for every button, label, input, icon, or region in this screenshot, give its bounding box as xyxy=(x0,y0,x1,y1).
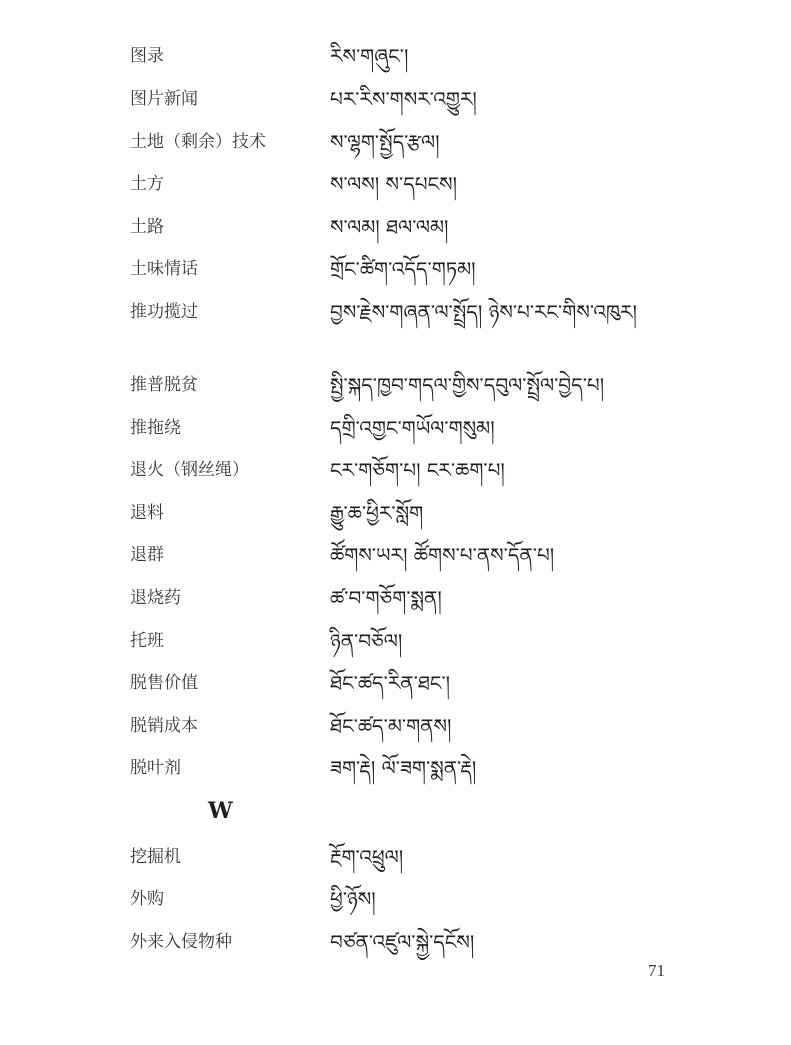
tibetan-term: བྱས་རྗེས་གཞན་ལ་སྤྲོད། ཉེས་པ་རང་གིས་འཁུར། xyxy=(330,300,637,324)
tibetan-term: ངར་གཅོག་པ། ངར་ཆག་པ། xyxy=(330,458,505,482)
tibetan-term: ཐོང་ཚད་མ་གནས། xyxy=(330,714,452,738)
tibetan-term: ཕྱི་ཉོས། xyxy=(330,887,376,911)
chinese-term: 图录 xyxy=(130,46,164,66)
tibetan-term: ཚ་བ་གཅོག་སྨན། xyxy=(330,586,442,610)
tibetan-term: རྒྱུ་ཆ་ཕྱིར་སློག xyxy=(330,501,424,525)
chinese-term: 土路 xyxy=(130,217,164,237)
tibetan-term: ས་ལྷག་སྤྱོད་རྩལ། xyxy=(330,130,440,154)
chinese-term: 退火（钢丝绳） xyxy=(130,460,249,480)
chinese-term: 图片新闻 xyxy=(130,89,198,109)
chinese-term: 退群 xyxy=(130,545,164,565)
chinese-term: 挖掘机 xyxy=(130,847,181,867)
tibetan-term: ས་ལས། ས་དཔངས། xyxy=(330,172,458,196)
tibetan-term: ཉིན་བཅོལ། xyxy=(330,629,403,653)
chinese-term: 退烧药 xyxy=(130,588,181,608)
tibetan-term: སྤྱི་སྐད་ཁྱབ་གདལ་གྱིས་དབུལ་སྤྲོལ་བྱེད་པ། xyxy=(330,373,605,397)
chinese-term: 推普脱贫 xyxy=(130,375,198,395)
chinese-term: 推拖绕 xyxy=(130,418,181,438)
chinese-term: 外购 xyxy=(130,889,164,909)
tibetan-term: རིས་གཞུང་། xyxy=(330,44,409,68)
tibetan-term: ཟག་རྡེ། ལོ་ཟག་སྨན་རྡེ། xyxy=(330,756,477,780)
tibetan-term: དགྲི་འགྱང་གཡོལ་གསུམ། xyxy=(330,416,495,440)
tibetan-term: རྔོག་འཕྲུལ། xyxy=(330,845,404,869)
chinese-term: 脱售价值 xyxy=(130,673,198,693)
chinese-term: 土方 xyxy=(130,174,164,194)
chinese-term: 土地（剩余）技术 xyxy=(130,132,266,152)
chinese-term: 托班 xyxy=(130,631,164,651)
tibetan-term: པར་རིས་གསར་འགྱུར། xyxy=(330,87,477,111)
tibetan-term: ཚོགས་ཡར། ཚོགས་པ་ནས་དོན་པ། xyxy=(330,543,555,567)
tibetan-term: བཙན་འཛུལ་སྐྱེ་དངོས། xyxy=(330,930,475,954)
chinese-term: 土味情话 xyxy=(130,259,198,279)
page-number: 71 xyxy=(648,961,665,980)
tibetan-term: ས་ལམ། ཐལ་ལམ། xyxy=(330,215,449,239)
chinese-term: 外来入侵物种 xyxy=(130,932,232,952)
tibetan-term: གྲོང་ཚིག་འདོད་གཏམ། xyxy=(330,257,476,281)
chinese-term: 退料 xyxy=(130,503,164,523)
chinese-term: 脱叶剂 xyxy=(130,758,181,778)
tibetan-term: ཐོང་ཚད་རིན་ཐང་། xyxy=(330,671,451,695)
section-letter-heading: W xyxy=(208,798,233,824)
chinese-term: 推功揽过 xyxy=(130,302,198,322)
chinese-term: 脱销成本 xyxy=(130,716,198,736)
